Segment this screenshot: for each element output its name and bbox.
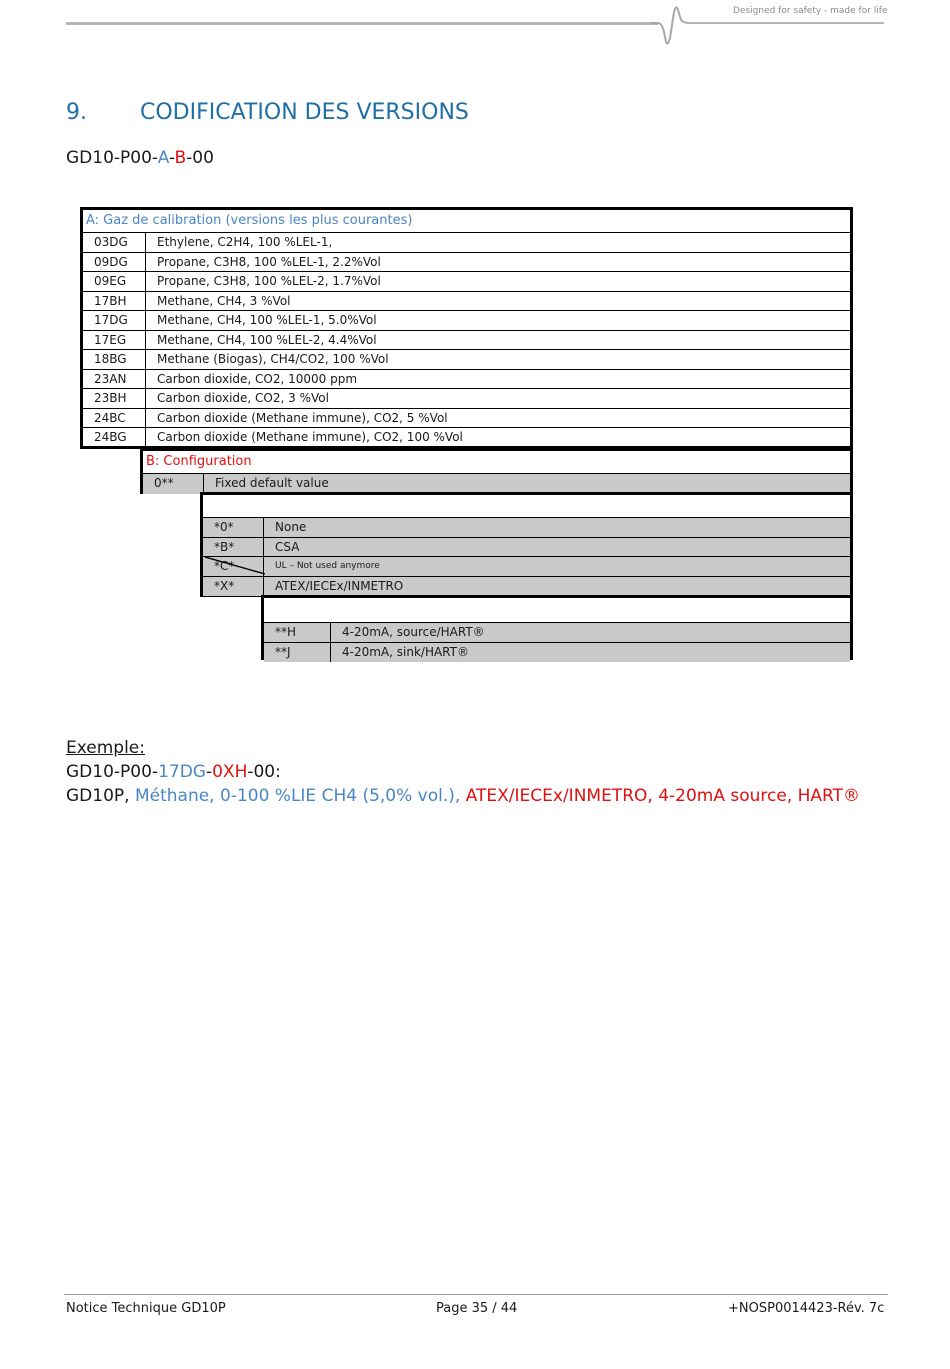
description-cell: UL – Not used anymore — [275, 561, 380, 571]
description-cell: None — [275, 520, 307, 534]
description-cell: Methane (Biogas), CH4/CO2, 100 %Vol — [157, 352, 389, 366]
code-cell: **H — [264, 623, 331, 642]
description-cell: Carbon dioxide, CO2, 3 %Vol — [157, 391, 329, 405]
code-cell: 24BG — [83, 428, 146, 448]
code-cell: *0* — [203, 518, 264, 537]
code-separator: - — [168, 148, 175, 168]
example-code-b: 0XH — [212, 762, 248, 782]
description-cell: Fixed default value — [215, 476, 329, 490]
footer-reference: +NOSP0014423-Rév. 7c — [728, 1301, 885, 1316]
example-description — [66, 786, 860, 806]
table-row — [203, 557, 850, 577]
section-title — [66, 100, 469, 125]
gas-calibration-table — [80, 207, 853, 449]
footer-page-number: Page 35 / 44 — [436, 1301, 518, 1316]
code-cell: 23BH — [83, 389, 146, 408]
code-suffix: -00 — [186, 148, 214, 168]
table-row — [83, 350, 850, 370]
code-cell: 23AN — [83, 370, 146, 389]
example-label-text: Exemple — [66, 738, 140, 758]
example-desc-prefix: GD10P, — [66, 786, 135, 806]
table-row — [203, 518, 850, 538]
table-row — [83, 389, 850, 409]
code-cell: 17EG — [83, 331, 146, 350]
description-cell: ATEX/IECEx/INMETRO — [275, 578, 404, 593]
code-cell: *B* — [203, 538, 264, 557]
output-table — [261, 595, 853, 660]
table-row — [83, 233, 850, 253]
configuration-table — [140, 448, 853, 494]
example-desc-b: ATEX/IECEx/INMETRO, 4-20mA source, HART® — [460, 786, 861, 806]
code-cell: 17DG — [83, 311, 146, 330]
example-code-suffix: -00: — [247, 762, 281, 782]
code-cell: 03DG — [83, 233, 146, 252]
table-row — [83, 409, 850, 429]
table-row — [83, 292, 850, 312]
strikethrough-mark — [205, 557, 265, 576]
description-cell: CSA — [275, 539, 300, 554]
description-cell: 4-20mA, source/HART® — [342, 625, 485, 639]
code-cell: 09DG — [83, 253, 146, 272]
table-row — [264, 643, 850, 663]
table-row — [83, 253, 850, 273]
code-cell: *C* — [203, 557, 264, 576]
table-row — [203, 538, 850, 558]
code-cell: 09EG — [83, 272, 146, 291]
description-cell: Carbon dioxide (Methane immune), CO2, 5 %Vol — [157, 410, 448, 425]
table-row — [83, 428, 850, 448]
certification-table — [200, 492, 853, 597]
code-cell: *X* — [203, 577, 264, 597]
footer-rule — [64, 1294, 888, 1295]
code-part-b: B — [174, 148, 187, 168]
description-cell: Methane, CH4, 3 %Vol — [157, 293, 291, 308]
code-cell: 18BG — [83, 350, 146, 369]
table-c-blank-heading — [203, 495, 850, 518]
code-cell: 24BC — [83, 409, 146, 428]
table-d-blank-heading — [264, 598, 850, 623]
code-prefix: GD10-P00- — [66, 148, 158, 168]
description-cell: 4-20mA, sink/HART® — [342, 644, 469, 659]
example-code-separator: - — [205, 762, 213, 782]
code-part-a: A — [157, 148, 169, 168]
table-a-heading: A: Gaz de calibration (versions les plus courantes) — [83, 210, 850, 233]
example-colon: : — [139, 738, 146, 758]
header-rule — [66, 22, 658, 25]
table-row — [143, 474, 850, 494]
example-code-a: 17DG — [158, 762, 206, 782]
code-cell: **J — [264, 643, 331, 663]
table-row — [83, 331, 850, 351]
footer-document-name: Notice Technique GD10P — [66, 1301, 226, 1316]
description-cell: Methane, CH4, 100 %LEL-1, 5.0%Vol — [157, 313, 377, 327]
example-desc-a: Méthane, 0-100 %LIE CH4 (5,0% vol.), — [134, 786, 461, 806]
code-cell: 0** — [143, 474, 204, 494]
description-cell: Ethylene, C2H4, 100 %LEL-1, — [157, 235, 333, 249]
code-cell: 17BH — [83, 292, 146, 311]
table-b-heading: B: Configuration — [143, 451, 850, 474]
header-rule-right — [686, 22, 884, 24]
example-label — [66, 738, 145, 758]
description-cell: Carbon dioxide, CO2, 10000 ppm — [157, 371, 358, 386]
code-pattern — [66, 148, 214, 168]
example-code — [66, 762, 281, 782]
table-row — [83, 311, 850, 331]
description-cell: Methane, CH4, 100 %LEL-2, 4.4%Vol — [157, 332, 377, 347]
header-tagline: Designed for safety - made for life — [733, 6, 888, 16]
description-cell: Carbon dioxide (Methane immune), CO2, 100 %Vol — [157, 430, 463, 444]
example-code-prefix: GD10-P00- — [66, 762, 159, 782]
description-cell: Propane, C3H8, 100 %LEL-1, 2.2%Vol — [157, 254, 381, 269]
table-row — [83, 272, 850, 292]
section-number: 9. — [66, 100, 87, 125]
description-cell: Propane, C3H8, 100 %LEL-2, 1.7%Vol — [157, 274, 381, 288]
table-row — [264, 623, 850, 643]
section-title-text: CODIFICATION DES VERSIONS — [140, 100, 469, 125]
table-row — [83, 370, 850, 390]
header-wave-logo — [650, 2, 690, 46]
table-row — [203, 577, 850, 597]
